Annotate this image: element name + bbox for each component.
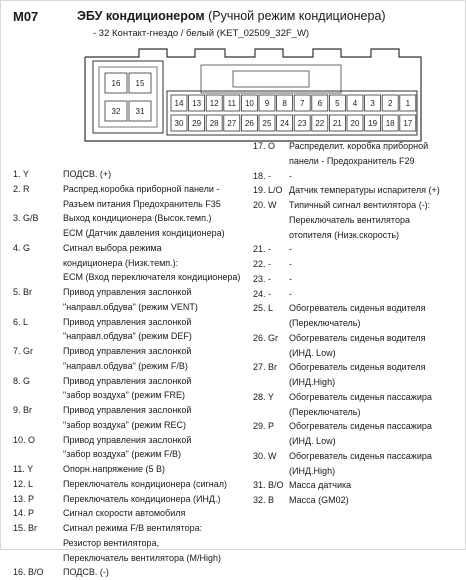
pin-description-line: Выход кондиционера (Высок.темп.) bbox=[63, 213, 212, 224]
pin-entry bbox=[253, 419, 465, 449]
pin-number: 18 bbox=[385, 119, 395, 128]
pin-number: 7 bbox=[299, 99, 305, 108]
pin-entry bbox=[253, 493, 465, 508]
pin-description bbox=[289, 331, 426, 361]
pin-description-line: ПОДСВ. (+) bbox=[63, 169, 112, 179]
pin-description bbox=[63, 477, 227, 492]
pin-description bbox=[289, 242, 292, 257]
pin-number: 10 bbox=[244, 99, 254, 108]
pin-label: 13. P bbox=[13, 493, 35, 504]
pin-description bbox=[289, 360, 426, 390]
pin-entry bbox=[13, 462, 255, 477]
pin-label: 11. Y bbox=[13, 464, 34, 474]
pin-entry bbox=[253, 331, 465, 361]
bottom-row-cells bbox=[171, 115, 416, 131]
pin-description-line: "забор воздуха" (режим REC) bbox=[63, 419, 186, 430]
pin-label: 12. L bbox=[13, 478, 34, 489]
pin-description-line: Обогреватель сиденья водителя bbox=[289, 332, 426, 343]
pin-description-line: ECM (Вход переключателя кондиционера) bbox=[63, 272, 241, 283]
pin-number: 12 bbox=[209, 99, 219, 108]
pin-description-line: (Переключатель) bbox=[289, 318, 361, 328]
pin-description-line: Масса датчика bbox=[289, 480, 352, 491]
pin-description bbox=[63, 182, 221, 212]
pin-description-line: Сигнал выбора режима bbox=[63, 242, 162, 253]
pin-entry bbox=[13, 211, 255, 241]
pin-description bbox=[289, 272, 292, 287]
pin-entry bbox=[13, 403, 255, 433]
pin-number: 11 bbox=[227, 99, 236, 108]
pin-description bbox=[289, 169, 292, 184]
title-rest: (Ручной режим кондиционера) bbox=[208, 9, 386, 23]
pin-description-line: панели - Предохранитель F29 bbox=[289, 155, 415, 166]
pin-label: 30. W bbox=[253, 450, 277, 461]
pin-number: 4 bbox=[352, 99, 358, 108]
pin-description bbox=[289, 139, 428, 169]
pin-description-line: (ИНД.High) bbox=[289, 465, 336, 476]
pin-label: 7. Gr bbox=[13, 346, 34, 356]
pin-description bbox=[63, 492, 221, 507]
pin-number: 25 bbox=[262, 119, 272, 128]
pin-description-line: Опорн.напряжение (5 В) bbox=[63, 464, 166, 474]
pin-description-line: "направл.обдува" (режим VENT) bbox=[63, 301, 198, 312]
pin-description-line: - bbox=[289, 170, 292, 181]
pin-label: 15. Br bbox=[13, 523, 38, 533]
pin-label: 20. W bbox=[253, 200, 277, 210]
pin-entry bbox=[13, 433, 255, 463]
pin-number: 15 bbox=[135, 79, 145, 88]
pin-description-line: (ИНД. Low) bbox=[289, 347, 336, 358]
pin-entry bbox=[253, 478, 465, 493]
pin-number: 29 bbox=[192, 119, 202, 128]
pin-description bbox=[289, 183, 440, 198]
connector-diagram bbox=[83, 45, 423, 145]
pin-entry bbox=[13, 315, 255, 345]
pin-description-line: Привод управления заслонкой bbox=[63, 287, 192, 297]
pin-description bbox=[63, 285, 198, 315]
pin-description-line: Обогреватель сиденья пассажира bbox=[289, 421, 432, 432]
pin-description bbox=[289, 493, 349, 508]
pin-label: 27. Br bbox=[253, 362, 278, 373]
pin-description-line: ECM (Датчик давления кондиционера) bbox=[63, 228, 225, 238]
pin-description-line: - bbox=[289, 259, 292, 269]
pin-description-line: Распред.коробка приборной панели - bbox=[63, 183, 220, 194]
connector-latch-inner bbox=[233, 71, 309, 87]
pin-label: 25. L bbox=[253, 303, 274, 314]
pin-description-line: Переключатель кондиционера (ИНД.) bbox=[63, 493, 221, 504]
pin-description-line: Переключатель кондиционера (сигнал) bbox=[63, 478, 227, 489]
pin-description-line: Резистор вентилятора, bbox=[63, 537, 160, 548]
pin-label: 16. B/O bbox=[13, 567, 44, 578]
pin-label: 10. O bbox=[13, 434, 36, 445]
pin-description-line: "направл.обдува" (режим F/B) bbox=[63, 360, 188, 371]
pin-description-line: - bbox=[289, 288, 292, 299]
pin-number: 14 bbox=[174, 99, 184, 108]
pin-number: 21 bbox=[332, 119, 342, 128]
pin-description-line: Переключатель вентилятора (M/High) bbox=[63, 552, 221, 563]
pin-entry bbox=[253, 449, 465, 479]
pin-label: 18. - bbox=[253, 170, 272, 181]
pin-entry bbox=[253, 301, 465, 331]
title-bold: ЭБУ кондиционером bbox=[77, 9, 205, 23]
pin-label: 29. P bbox=[253, 421, 275, 432]
pin-entry bbox=[13, 506, 255, 521]
pin-entry bbox=[13, 374, 255, 404]
pin-label: 6. L bbox=[13, 316, 29, 327]
pin-description-line: Обогреватель сиденья водителя bbox=[289, 303, 426, 314]
pin-label: 28. Y bbox=[253, 391, 274, 402]
pin-list-left bbox=[13, 167, 255, 580]
pin-description bbox=[63, 344, 191, 374]
pin-description-line: "забор воздуха" (режим F/B) bbox=[63, 449, 181, 460]
pin-description-line: Датчик температуры испарителя (+) bbox=[289, 185, 440, 196]
pin-number: 17 bbox=[403, 119, 413, 128]
pin-description bbox=[289, 198, 430, 242]
pin-label: 31. B/O bbox=[253, 480, 284, 491]
pin-number: 13 bbox=[192, 99, 202, 108]
pin-label: 5. Br bbox=[13, 287, 33, 297]
pin-description bbox=[289, 419, 432, 449]
pin-label: 19. L/O bbox=[253, 185, 283, 196]
pin-label: 8. G bbox=[13, 375, 31, 386]
pin-description-line: Обогреватель сиденья пассажира bbox=[289, 391, 432, 402]
pin-label: 21. - bbox=[253, 244, 272, 255]
pin-number: 26 bbox=[244, 119, 254, 128]
pin-description-line: Обогреватель сиденья водителя bbox=[289, 362, 426, 373]
pin-label: 14. P bbox=[13, 508, 35, 519]
pin-entry bbox=[13, 492, 255, 507]
connector-latch bbox=[201, 65, 341, 93]
pin-list-right bbox=[253, 139, 465, 508]
pin-entry bbox=[13, 167, 255, 182]
pin-entry bbox=[253, 390, 465, 420]
pin-number: 22 bbox=[315, 119, 325, 128]
pin-number: 8 bbox=[282, 99, 287, 108]
pin-description-line: "направл.обдува" (режим DEF) bbox=[63, 331, 192, 342]
pin-description-line: Сигнал режима F/B вентилятора: bbox=[63, 523, 203, 533]
pin-number: 20 bbox=[350, 119, 360, 128]
pin-entry bbox=[13, 477, 255, 492]
pin-number: 19 bbox=[368, 119, 378, 128]
left-block-cells bbox=[105, 73, 151, 121]
pin-description bbox=[289, 449, 432, 479]
pin-description-line: Разъем питания Предохранитель F35 bbox=[63, 198, 221, 209]
pin-description bbox=[289, 287, 292, 302]
pin-description bbox=[63, 374, 191, 404]
pin-number: 30 bbox=[174, 119, 184, 128]
pin-description bbox=[289, 478, 351, 493]
pin-label: 3. G/B bbox=[13, 213, 39, 224]
pin-label: 23. - bbox=[253, 273, 272, 284]
pin-description-line: Распределит. коробка приборной bbox=[289, 141, 429, 151]
pin-entry bbox=[253, 360, 465, 390]
pin-description-line: отопителя (Низк.скорость) bbox=[289, 229, 400, 240]
pin-description bbox=[63, 315, 192, 345]
pin-entry bbox=[13, 565, 255, 580]
pin-number: 32 bbox=[111, 107, 121, 116]
pin-description-line: кондиционера (Низк.темп.): bbox=[63, 257, 179, 268]
pin-number: 24 bbox=[280, 119, 290, 128]
pin-number: 28 bbox=[209, 119, 219, 128]
pin-entry bbox=[253, 169, 465, 184]
pin-description-line: Привод управления заслонкой bbox=[63, 405, 192, 415]
pin-description bbox=[63, 433, 191, 463]
pin-number: 23 bbox=[297, 119, 307, 128]
pin-label: 4. G bbox=[13, 242, 31, 253]
pin-description-line: Привод управления заслонкой bbox=[63, 434, 192, 445]
pin-entry bbox=[253, 198, 465, 242]
pin-description bbox=[63, 211, 225, 241]
pin-description-line: Масса (GM02) bbox=[289, 495, 349, 505]
pin-description bbox=[63, 506, 185, 521]
pin-label: 2. R bbox=[13, 183, 30, 194]
page-subtitle: - 32 Контакт-гнездо / белый (KET_02509_32F_W) bbox=[93, 28, 310, 39]
pin-description-line: "забор воздуха" (режим FRE) bbox=[63, 390, 185, 401]
pin-description bbox=[63, 241, 240, 285]
pin-number: 9 bbox=[264, 99, 270, 108]
pin-description-line: Привод управления заслонкой bbox=[63, 346, 192, 356]
pin-label: 9. Br bbox=[13, 405, 33, 415]
pin-entry bbox=[253, 242, 465, 257]
pin-number: 6 bbox=[317, 99, 323, 108]
pin-label: 32. B bbox=[253, 495, 275, 505]
pin-entry bbox=[13, 241, 255, 285]
pin-entry bbox=[253, 257, 465, 272]
pin-description-line: (ИНД. Low) bbox=[289, 436, 336, 446]
pin-description-line: Привод управления заслонкой bbox=[63, 316, 192, 327]
pin-entry bbox=[253, 183, 465, 198]
pin-description-line: - bbox=[289, 273, 292, 284]
pin-description-line: Переключатель вентилятора bbox=[289, 214, 410, 225]
pin-number: 3 bbox=[370, 99, 375, 108]
pin-description-line: Сигнал скорости автомобиля bbox=[63, 508, 186, 519]
pin-number: 27 bbox=[227, 119, 237, 128]
pin-description-line: Обогреватель сиденья пассажира bbox=[289, 450, 432, 461]
top-row-cells bbox=[171, 95, 416, 111]
pin-description bbox=[289, 390, 432, 420]
pin-description bbox=[289, 301, 426, 331]
pin-number: 2 bbox=[387, 99, 393, 108]
pin-number: 31 bbox=[135, 107, 145, 116]
pin-description bbox=[63, 521, 221, 565]
pin-label: 24. - bbox=[253, 288, 272, 299]
pin-entry bbox=[13, 182, 255, 212]
pin-entry bbox=[13, 285, 255, 315]
pin-description-line: (Переключатель) bbox=[289, 406, 361, 417]
connector-left-block bbox=[93, 61, 163, 133]
pin-label: 22. - bbox=[253, 259, 272, 269]
pin-description-line: ПОДСВ. (-) bbox=[63, 567, 109, 578]
pin-entry bbox=[253, 139, 465, 169]
pin-entry bbox=[253, 287, 465, 302]
pin-entry bbox=[13, 521, 255, 565]
pin-description bbox=[63, 403, 191, 433]
pin-number: 16 bbox=[111, 79, 121, 88]
pin-description-line: - bbox=[289, 244, 292, 255]
pin-description bbox=[289, 257, 292, 272]
pin-description-line: Привод управления заслонкой bbox=[63, 375, 192, 386]
pin-entry bbox=[13, 344, 255, 374]
pin-description-line: (ИНД.High) bbox=[289, 377, 336, 387]
page-title bbox=[77, 9, 386, 23]
pin-description-line: Типичный сигнал вентилятора (-): bbox=[289, 200, 431, 210]
pin-number: 1 bbox=[405, 99, 411, 108]
pin-label: 17. O bbox=[253, 141, 276, 151]
connector-code: M07 bbox=[13, 9, 39, 24]
pin-number: 5 bbox=[335, 99, 340, 108]
pin-description bbox=[63, 462, 165, 477]
pin-label: 26. Gr bbox=[253, 332, 279, 343]
pin-description bbox=[63, 167, 111, 182]
pin-description bbox=[63, 565, 109, 580]
pin-entry bbox=[253, 272, 465, 287]
pin-label: 1. Y bbox=[13, 169, 29, 179]
